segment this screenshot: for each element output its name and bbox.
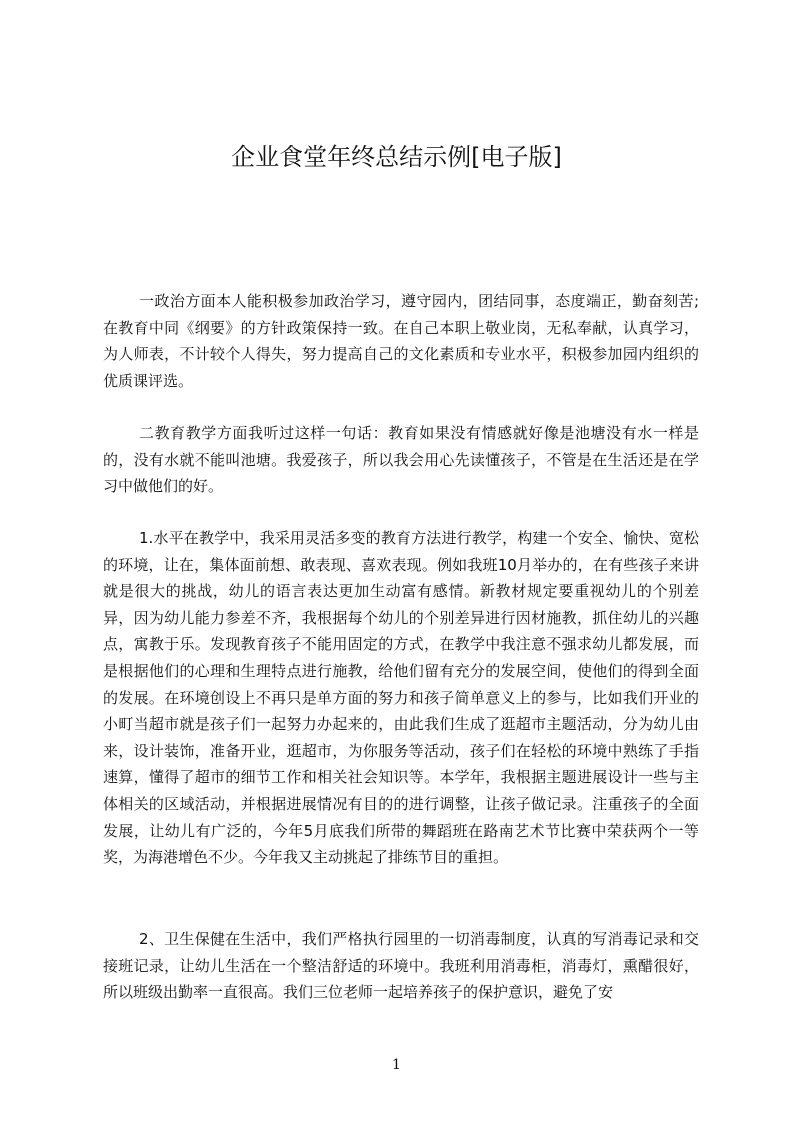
page-number: 1 xyxy=(392,1057,401,1073)
paragraph-health-care: 2、卫生保健在生活中，我们严格执行园里的一切消毒制度，认真的写消毒记录和交接班记录，让幼儿生活在一个整洁舒适的环境中。我班利用消毒柜，消毒灯，熏醋很好，所以班级出勤率一直很高。我们三位老师一起培养孩子的保护意识，避免了安 xyxy=(103,930,699,1002)
paragraph-politics: 一政治方面本人能积极参加政治学习，遵守园内，团结同事，态度端正，勤奋刻苦;在教育中同《纲要》的方针政策保持一致。在自己本职上敬业岗，无私奉献，认真学习，为人师表，不计较个人得失，努力提高自己的文化素质和专业水平，积极参加园内组织的优质课评选。 xyxy=(103,292,699,390)
paragraph-education: 二教育教学方面我听过这样一句话：教育如果没有情感就好像是池塘没有水一样是的，没有水就不能叫池塘。我爱孩子，所以我会用心先读懂孩子，不管是在生活还是在学习中做他们的好。 xyxy=(103,424,699,496)
document-title: 企业食堂年终总结示例[电子版] xyxy=(231,143,562,171)
paragraph-teaching-level: 1.水平在教学中，我采用灵活多变的教育方法进行教学，构建一个安全、愉快、宽松的环境，让在，集体面前想、敢表现、喜欢表现。例如我班10月举办的，在有些孩子来讲就是很大的挑战，幼儿的语言表达更加生动富有感情。新教材规定要重视幼儿的个别差异，因为幼儿能力参差不齐，我根据每个幼儿的个别差异进行因材施教，抓住幼儿的兴趣点，寓教于乐。发现教育孩子不能用固定的方式，在教学中我注意不强求幼儿都发展，而是根据他们的心理和生理特点进行施教，给他们留有充分的发展空间，使他们的得到全面的发展。在环境创设上不再只是单方面的努力和孩子简单意义上的参与，比如我们开业的小町当超市就是孩子们一起努力办起来的，由此我们生成了逛超市主题活动，分为幼儿由来，设计装饰，准备开业，逛超市，为你服务等活动，孩子们在轻松的环境中熟练了手指速算，懂得了超市的细节工作和相关社会知识等。本学年，我根据主题进展设计一些与主体相关的区域活动，并根据进展情况有目的的进行调整，让孩子做记录。注重孩子的全面发展，让幼儿有广泛的，今年5月底我们所带的舞蹈班在路南艺术节比赛中荣获两个一等奖，为海港增色不少。今年我又主动挑起了排练节目的重担。 xyxy=(103,529,699,867)
